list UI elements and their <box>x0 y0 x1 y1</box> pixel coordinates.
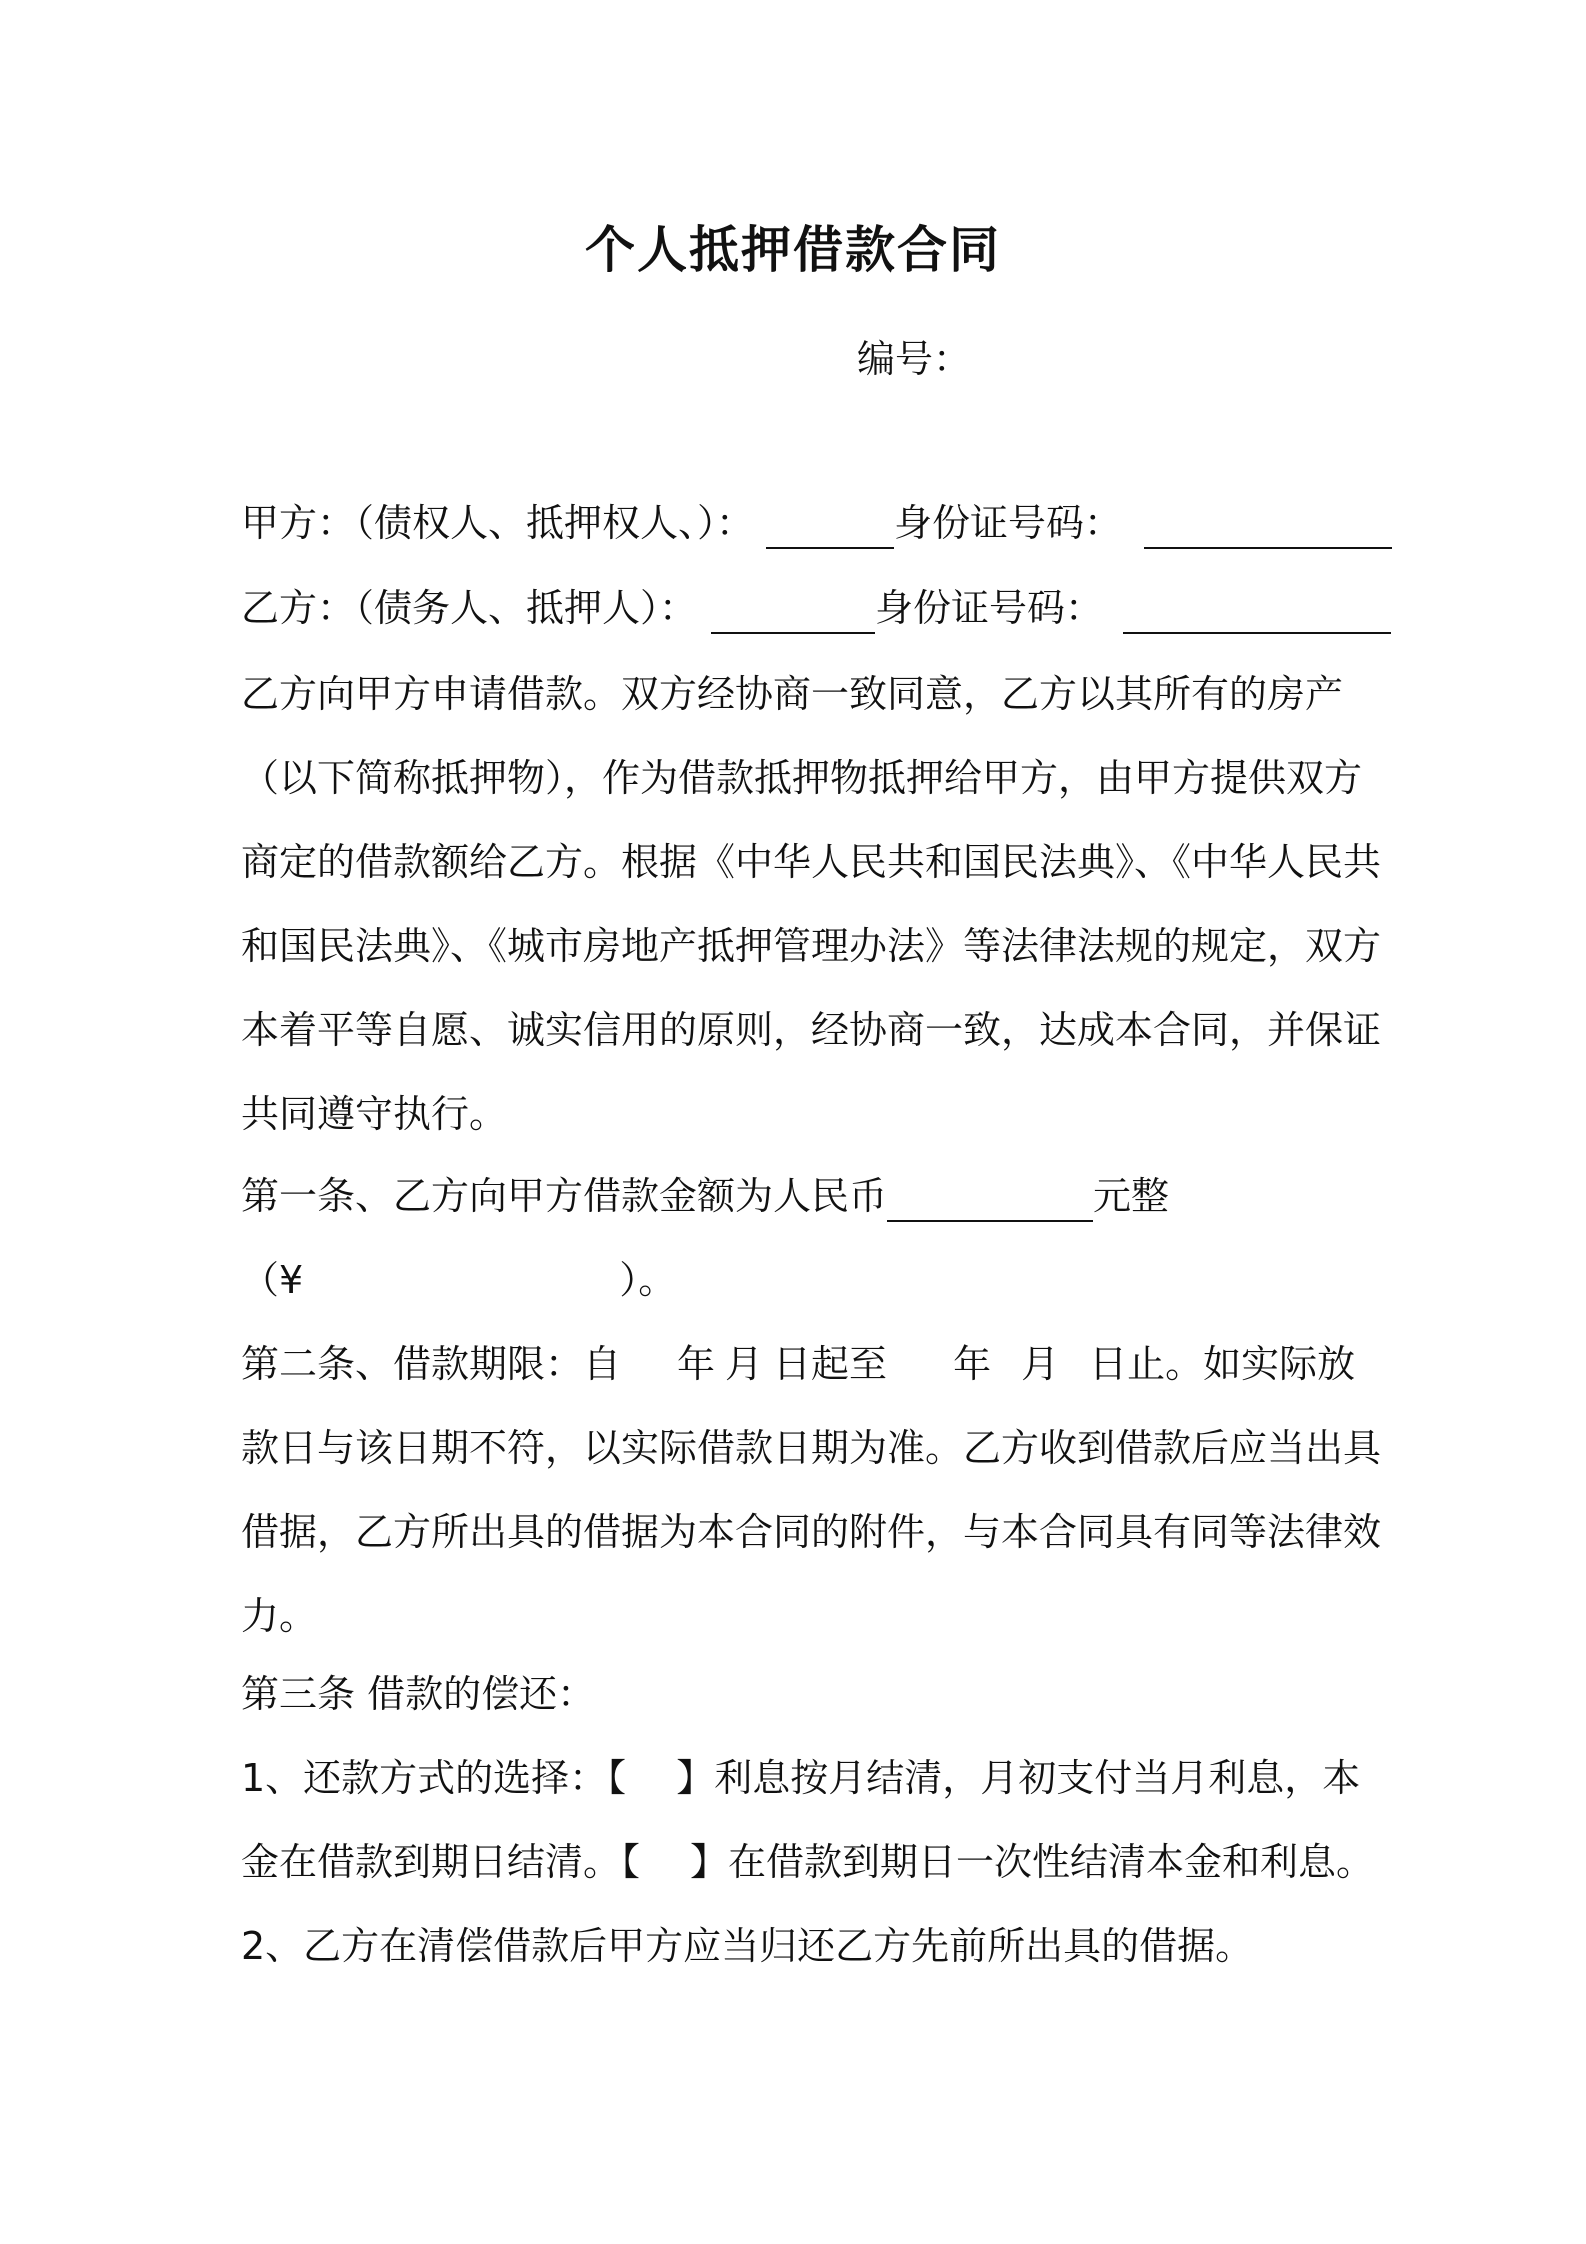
party-a-line <box>241 497 1392 549</box>
item1-a: 1、还款方式的选择：【 <box>241 1756 627 1800</box>
party-b-id-label: 身份证号码： <box>875 586 1104 630</box>
article1-text: 第一条、乙方向甲方借款金额为人民币 <box>241 1174 888 1218</box>
party-b-id-blank[interactable] <box>1123 588 1391 634</box>
preamble-line: 商定的借款额给乙方。根据《中华人民共和国民法典》、《中华人民共 <box>241 840 1382 884</box>
party-b-name-blank[interactable] <box>711 588 875 634</box>
end-year: 年 <box>953 1342 992 1386</box>
article2-lead: 第二条、借款期限：自 <box>241 1342 622 1386</box>
repayment-option-line <box>241 1752 1360 1804</box>
article2-line: 借据，乙方所出具的借据为本合同的附件，与本合同具有同等法律效 <box>241 1510 1382 1554</box>
end-day: 日止。如实际放 <box>1089 1342 1356 1386</box>
preamble-line: 本着平等自愿、诚实信用的原则，经协商一致，达成本合同，并保证 <box>241 1008 1382 1052</box>
contract-number-label: 编号： <box>857 337 972 381</box>
article1-amount-line <box>241 1254 676 1306</box>
amount-open: （¥ <box>241 1258 304 1302</box>
party-b-label: 乙方：（债务人、抵押人）： <box>241 586 698 630</box>
party-a-id-label: 身份证号码： <box>894 501 1123 545</box>
party-b-line <box>241 582 1391 634</box>
loan-amount-blank[interactable] <box>887 1176 1093 1222</box>
article1-line <box>241 1170 1169 1222</box>
amount-close: ）。 <box>619 1258 677 1302</box>
end-month: 月 <box>1021 1342 1060 1386</box>
start-day: 日起至 <box>773 1342 888 1386</box>
article2-line: 力。 <box>241 1594 318 1638</box>
start-month: 月 <box>725 1342 764 1386</box>
item1-d: 】在借款到期日一次性结清本金和利息。 <box>690 1840 1375 1884</box>
start-year: 年 <box>677 1342 716 1386</box>
preamble-line: 和国民法典》、《城市房地产抵押管理办法》等法律法规的规定，双方 <box>241 924 1382 968</box>
article2-line <box>241 1338 1355 1390</box>
preamble-line: （以下简称抵押物），作为借款抵押物抵押给甲方，由甲方提供双方 <box>241 756 1363 800</box>
document-title: 个人抵押借款合同 <box>585 221 1001 279</box>
party-a-id-blank[interactable] <box>1144 503 1392 549</box>
article1-unit: 元整 <box>1093 1174 1170 1218</box>
item1-b: 】利息按月结清，月初支付当月利息，本 <box>676 1756 1361 1800</box>
repayment-option-line <box>241 1836 1374 1888</box>
party-a-name-blank[interactable] <box>766 503 894 549</box>
party-a-label: 甲方：（债权人、抵押权人、）： <box>241 501 755 545</box>
preamble-line: 共同遵守执行。 <box>241 1092 508 1136</box>
article2-line: 款日与该日期不符，以实际借款日期为准。乙方收到借款后应当出具 <box>241 1426 1382 1470</box>
article3-item2: 2、乙方在清偿借款后甲方应当归还乙方先前所出具的借据。 <box>241 1924 1254 1968</box>
item1-c: 金在借款到期日结清。【 <box>241 1840 641 1884</box>
article3-heading: 第三条 借款的偿还： <box>241 1672 596 1716</box>
preamble-line: 乙方向甲方申请借款。双方经协商一致同意，乙方以其所有的房产 <box>241 672 1344 716</box>
